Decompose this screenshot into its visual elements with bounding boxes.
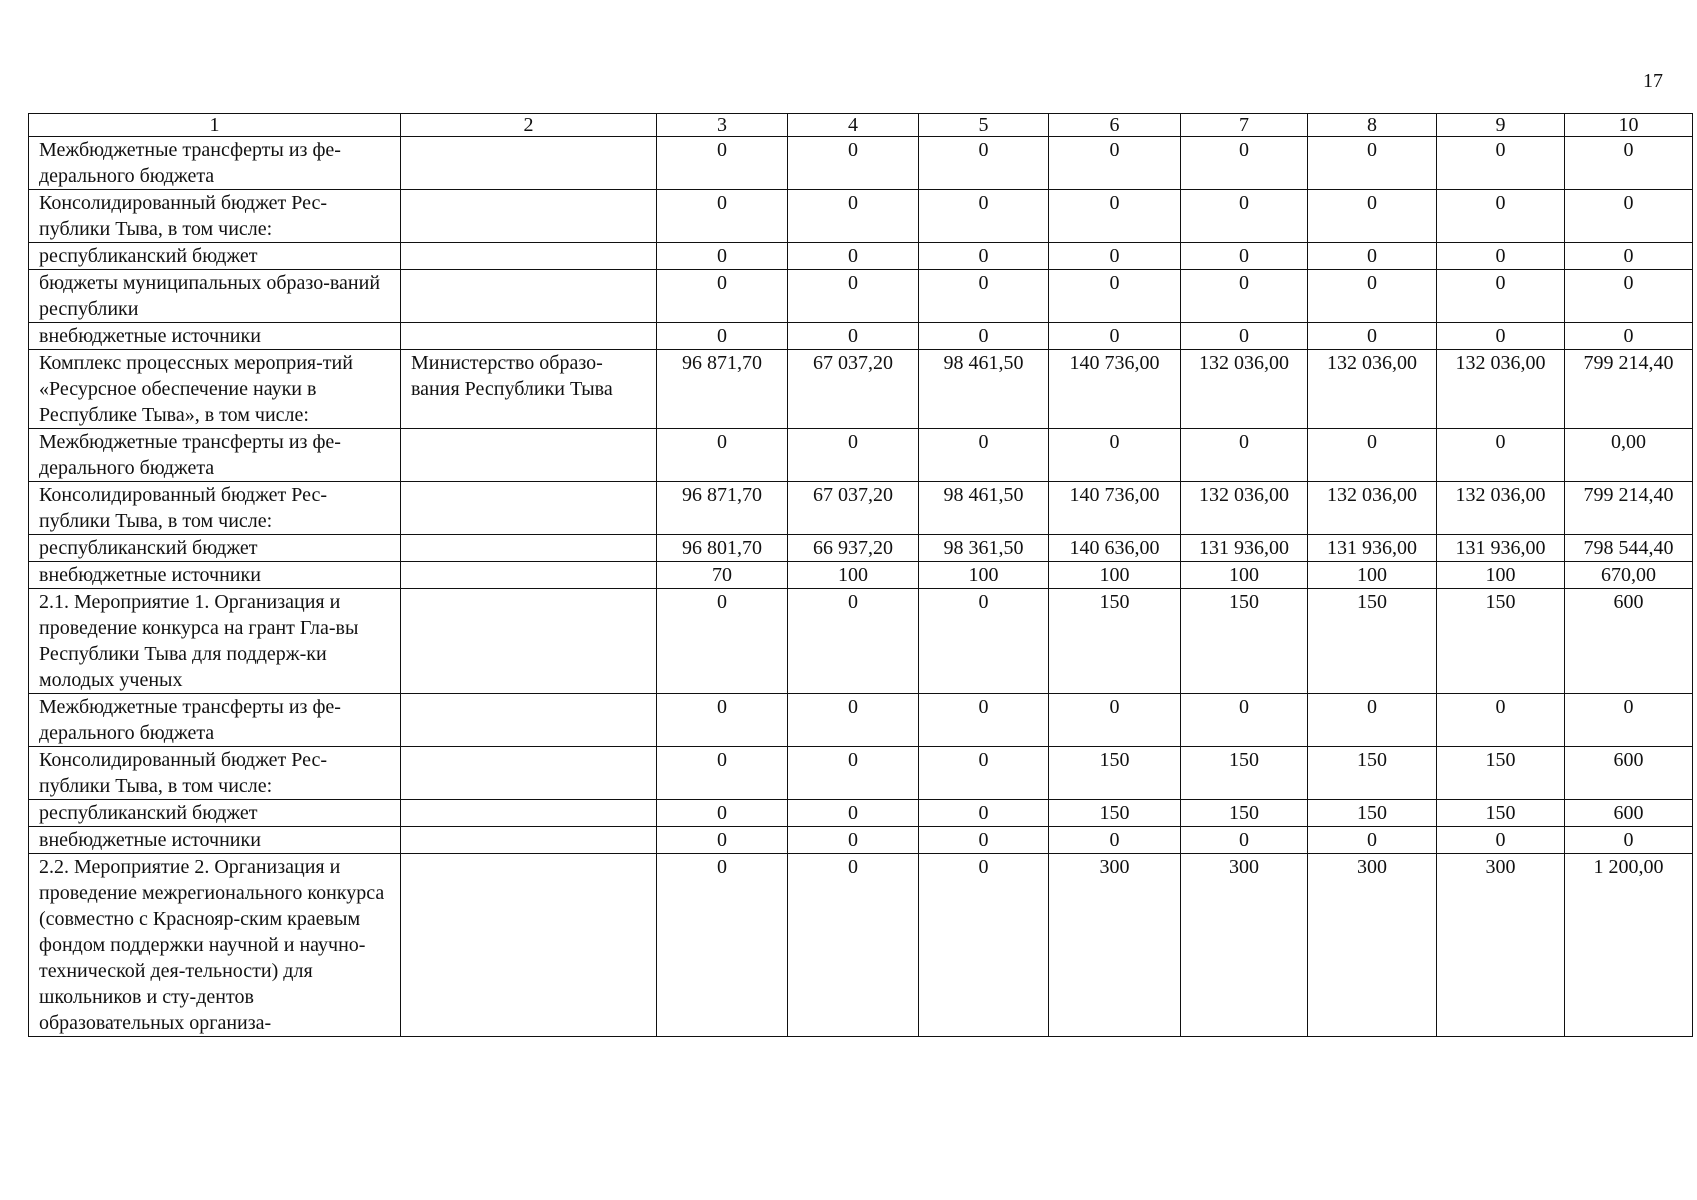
value-cell: 0 <box>1565 190 1693 243</box>
value-cell: 0 <box>788 270 919 323</box>
value-cell: 132 036,00 <box>1437 482 1565 535</box>
value-cell: 0 <box>1049 323 1181 350</box>
row-name-cell: Комплекс процессных мероприя-тий «Ресурсное обеспечение науки в Республике Тыва», в том числе: <box>29 350 401 429</box>
responsible-cell <box>401 562 657 589</box>
row-name-cell: внебюджетные источники <box>29 562 401 589</box>
value-cell: 0 <box>657 589 788 694</box>
value-cell: 0 <box>1049 137 1181 190</box>
value-cell: 0 <box>1565 137 1693 190</box>
value-cell: 799 214,40 <box>1565 482 1693 535</box>
value-cell: 100 <box>1181 562 1308 589</box>
value-cell: 150 <box>1437 800 1565 827</box>
responsible-cell <box>401 800 657 827</box>
value-cell: 0 <box>788 747 919 800</box>
value-cell: 132 036,00 <box>1181 350 1308 429</box>
row-name-cell: Консолидированный бюджет Рес-публики Тыва, в том числе: <box>29 482 401 535</box>
responsible-cell: Министерство образо-вания Республики Тыва <box>401 350 657 429</box>
value-cell: 0 <box>919 190 1049 243</box>
row-name-cell: 2.1. Мероприятие 1. Организация и проведение конкурса на грант Гла-вы Республики Тыва для поддерж-ки молодых ученых <box>29 589 401 694</box>
table-row <box>29 535 1693 562</box>
value-cell: 0 <box>657 854 788 1037</box>
value-cell: 70 <box>657 562 788 589</box>
table-row <box>29 482 1693 535</box>
value-cell: 0 <box>919 137 1049 190</box>
value-cell: 0 <box>788 854 919 1037</box>
value-cell: 0 <box>1308 827 1437 854</box>
value-cell: 132 036,00 <box>1308 350 1437 429</box>
responsible-cell <box>401 827 657 854</box>
value-cell: 0 <box>919 429 1049 482</box>
row-name-cell: республиканский бюджет <box>29 535 401 562</box>
value-cell: 150 <box>1308 800 1437 827</box>
table-row <box>29 190 1693 243</box>
row-name-cell: Межбюджетные трансферты из фе-дерального бюджета <box>29 694 401 747</box>
value-cell: 150 <box>1308 589 1437 694</box>
header-cell: 6 <box>1049 114 1181 137</box>
value-cell: 150 <box>1308 747 1437 800</box>
value-cell: 0 <box>1049 429 1181 482</box>
value-cell: 67 037,20 <box>788 350 919 429</box>
value-cell: 0 <box>657 800 788 827</box>
value-cell: 0 <box>788 243 919 270</box>
value-cell: 0 <box>1437 827 1565 854</box>
value-cell: 1 200,00 <box>1565 854 1693 1037</box>
value-cell: 0 <box>1308 243 1437 270</box>
value-cell: 150 <box>1181 800 1308 827</box>
table-row <box>29 747 1693 800</box>
value-cell: 100 <box>919 562 1049 589</box>
value-cell: 0 <box>657 747 788 800</box>
value-cell: 0 <box>919 827 1049 854</box>
value-cell: 0 <box>657 137 788 190</box>
row-name-cell: 2.2. Мероприятие 2. Организация и проведение межрегионального конкурса (совместно с Краснояр-ским краевым фондом поддержки научной и научно-технической дея-тельности) для школьников и сту-дентов образовательных организа- <box>29 854 401 1037</box>
value-cell: 96 871,70 <box>657 482 788 535</box>
value-cell: 132 036,00 <box>1181 482 1308 535</box>
value-cell: 131 936,00 <box>1437 535 1565 562</box>
value-cell: 131 936,00 <box>1308 535 1437 562</box>
value-cell: 150 <box>1049 747 1181 800</box>
header-cell: 9 <box>1437 114 1565 137</box>
table-row <box>29 800 1693 827</box>
row-name-cell: внебюджетные источники <box>29 827 401 854</box>
table-row <box>29 137 1693 190</box>
value-cell: 150 <box>1049 800 1181 827</box>
value-cell: 300 <box>1308 854 1437 1037</box>
value-cell: 0 <box>919 694 1049 747</box>
table-row <box>29 827 1693 854</box>
value-cell: 0 <box>1181 429 1308 482</box>
value-cell: 0 <box>1049 243 1181 270</box>
responsible-cell <box>401 589 657 694</box>
header-cell: 5 <box>919 114 1049 137</box>
page-number: 17 <box>1643 70 1663 92</box>
table-row <box>29 350 1693 429</box>
value-cell: 150 <box>1181 589 1308 694</box>
value-cell: 131 936,00 <box>1181 535 1308 562</box>
responsible-cell <box>401 694 657 747</box>
value-cell: 600 <box>1565 589 1693 694</box>
value-cell: 0 <box>788 827 919 854</box>
value-cell: 100 <box>1049 562 1181 589</box>
value-cell: 0 <box>657 270 788 323</box>
value-cell: 150 <box>1437 589 1565 694</box>
value-cell: 96 871,70 <box>657 350 788 429</box>
value-cell: 0 <box>1308 323 1437 350</box>
value-cell: 0 <box>919 589 1049 694</box>
responsible-cell <box>401 137 657 190</box>
table-row <box>29 429 1693 482</box>
header-cell: 4 <box>788 114 919 137</box>
responsible-cell <box>401 429 657 482</box>
value-cell: 98 361,50 <box>919 535 1049 562</box>
value-cell: 0 <box>1181 243 1308 270</box>
header-cell: 8 <box>1308 114 1437 137</box>
value-cell: 140 636,00 <box>1049 535 1181 562</box>
value-cell: 100 <box>1308 562 1437 589</box>
value-cell: 0 <box>1565 323 1693 350</box>
value-cell: 300 <box>1181 854 1308 1037</box>
value-cell: 0 <box>1181 137 1308 190</box>
value-cell: 0 <box>1049 694 1181 747</box>
row-name-cell: Межбюджетные трансферты из фе-дерального бюджета <box>29 429 401 482</box>
value-cell: 100 <box>788 562 919 589</box>
value-cell: 0 <box>919 243 1049 270</box>
value-cell: 100 <box>1437 562 1565 589</box>
row-name-cell: республиканский бюджет <box>29 243 401 270</box>
responsible-cell <box>401 243 657 270</box>
row-name-cell: республиканский бюджет <box>29 800 401 827</box>
value-cell: 66 937,20 <box>788 535 919 562</box>
value-cell: 98 461,50 <box>919 482 1049 535</box>
value-cell: 0 <box>788 323 919 350</box>
value-cell: 98 461,50 <box>919 350 1049 429</box>
value-cell: 0 <box>1049 270 1181 323</box>
row-name-cell: Межбюджетные трансферты из фе-деральнoго бюджета <box>29 137 401 190</box>
value-cell: 0 <box>919 747 1049 800</box>
value-cell: 0 <box>919 854 1049 1037</box>
table-row <box>29 694 1693 747</box>
budget-table <box>28 113 1693 1037</box>
value-cell: 0 <box>919 270 1049 323</box>
value-cell: 0 <box>1437 243 1565 270</box>
value-cell: 0 <box>1181 323 1308 350</box>
value-cell: 0 <box>1437 694 1565 747</box>
table-header-row <box>29 114 1693 137</box>
value-cell: 0 <box>657 694 788 747</box>
value-cell: 0 <box>1181 190 1308 243</box>
value-cell: 0 <box>1565 270 1693 323</box>
value-cell: 300 <box>1049 854 1181 1037</box>
value-cell: 0 <box>1181 694 1308 747</box>
table-row <box>29 854 1693 1037</box>
value-cell: 0 <box>657 429 788 482</box>
responsible-cell <box>401 482 657 535</box>
value-cell: 0 <box>919 800 1049 827</box>
value-cell: 0 <box>1308 429 1437 482</box>
header-cell: 3 <box>657 114 788 137</box>
value-cell: 0 <box>1437 429 1565 482</box>
value-cell: 96 801,70 <box>657 535 788 562</box>
value-cell: 150 <box>1437 747 1565 800</box>
value-cell: 132 036,00 <box>1437 350 1565 429</box>
table-row <box>29 270 1693 323</box>
value-cell: 0 <box>788 694 919 747</box>
value-cell: 0 <box>657 323 788 350</box>
value-cell: 0 <box>1181 270 1308 323</box>
responsible-cell <box>401 535 657 562</box>
value-cell: 0 <box>788 137 919 190</box>
header-cell: 10 <box>1565 114 1693 137</box>
value-cell: 0 <box>1437 323 1565 350</box>
value-cell: 0 <box>1308 137 1437 190</box>
value-cell: 798 544,40 <box>1565 535 1693 562</box>
value-cell: 0 <box>1049 827 1181 854</box>
value-cell: 0 <box>1308 190 1437 243</box>
value-cell: 0 <box>919 323 1049 350</box>
responsible-cell <box>401 747 657 800</box>
responsible-cell <box>401 323 657 350</box>
value-cell: 0 <box>657 190 788 243</box>
value-cell: 799 214,40 <box>1565 350 1693 429</box>
value-cell: 0 <box>1181 827 1308 854</box>
header-cell: 2 <box>401 114 657 137</box>
header-cell: 1 <box>29 114 401 137</box>
row-name-cell: Консолидированный бюджет Рес-публики Тыва, в том числе: <box>29 190 401 243</box>
value-cell: 0 <box>1437 137 1565 190</box>
value-cell: 132 036,00 <box>1308 482 1437 535</box>
value-cell: 0 <box>788 800 919 827</box>
value-cell: 0,00 <box>1565 429 1693 482</box>
value-cell: 0 <box>1437 270 1565 323</box>
row-name-cell: бюджеты муниципальных образо-ваний республики <box>29 270 401 323</box>
value-cell: 140 736,00 <box>1049 482 1181 535</box>
value-cell: 0 <box>788 589 919 694</box>
row-name-cell: Консолидированный бюджет Рес-публики Тыва, в том числе: <box>29 747 401 800</box>
value-cell: 670,00 <box>1565 562 1693 589</box>
value-cell: 0 <box>1049 190 1181 243</box>
table-row <box>29 323 1693 350</box>
value-cell: 600 <box>1565 747 1693 800</box>
responsible-cell <box>401 270 657 323</box>
value-cell: 300 <box>1437 854 1565 1037</box>
value-cell: 0 <box>788 190 919 243</box>
value-cell: 0 <box>788 429 919 482</box>
header-cell: 7 <box>1181 114 1308 137</box>
table-row <box>29 589 1693 694</box>
value-cell: 150 <box>1049 589 1181 694</box>
value-cell: 600 <box>1565 800 1693 827</box>
value-cell: 0 <box>1308 270 1437 323</box>
table-row <box>29 562 1693 589</box>
value-cell: 0 <box>657 827 788 854</box>
table-body <box>29 114 1693 1037</box>
responsible-cell <box>401 190 657 243</box>
value-cell: 0 <box>1565 694 1693 747</box>
value-cell: 0 <box>657 243 788 270</box>
value-cell: 67 037,20 <box>788 482 919 535</box>
value-cell: 140 736,00 <box>1049 350 1181 429</box>
row-name-cell: внебюджетные источники <box>29 323 401 350</box>
value-cell: 150 <box>1181 747 1308 800</box>
table-row <box>29 243 1693 270</box>
value-cell: 0 <box>1565 243 1693 270</box>
value-cell: 0 <box>1308 694 1437 747</box>
responsible-cell <box>401 854 657 1037</box>
value-cell: 0 <box>1437 190 1565 243</box>
value-cell: 0 <box>1565 827 1693 854</box>
